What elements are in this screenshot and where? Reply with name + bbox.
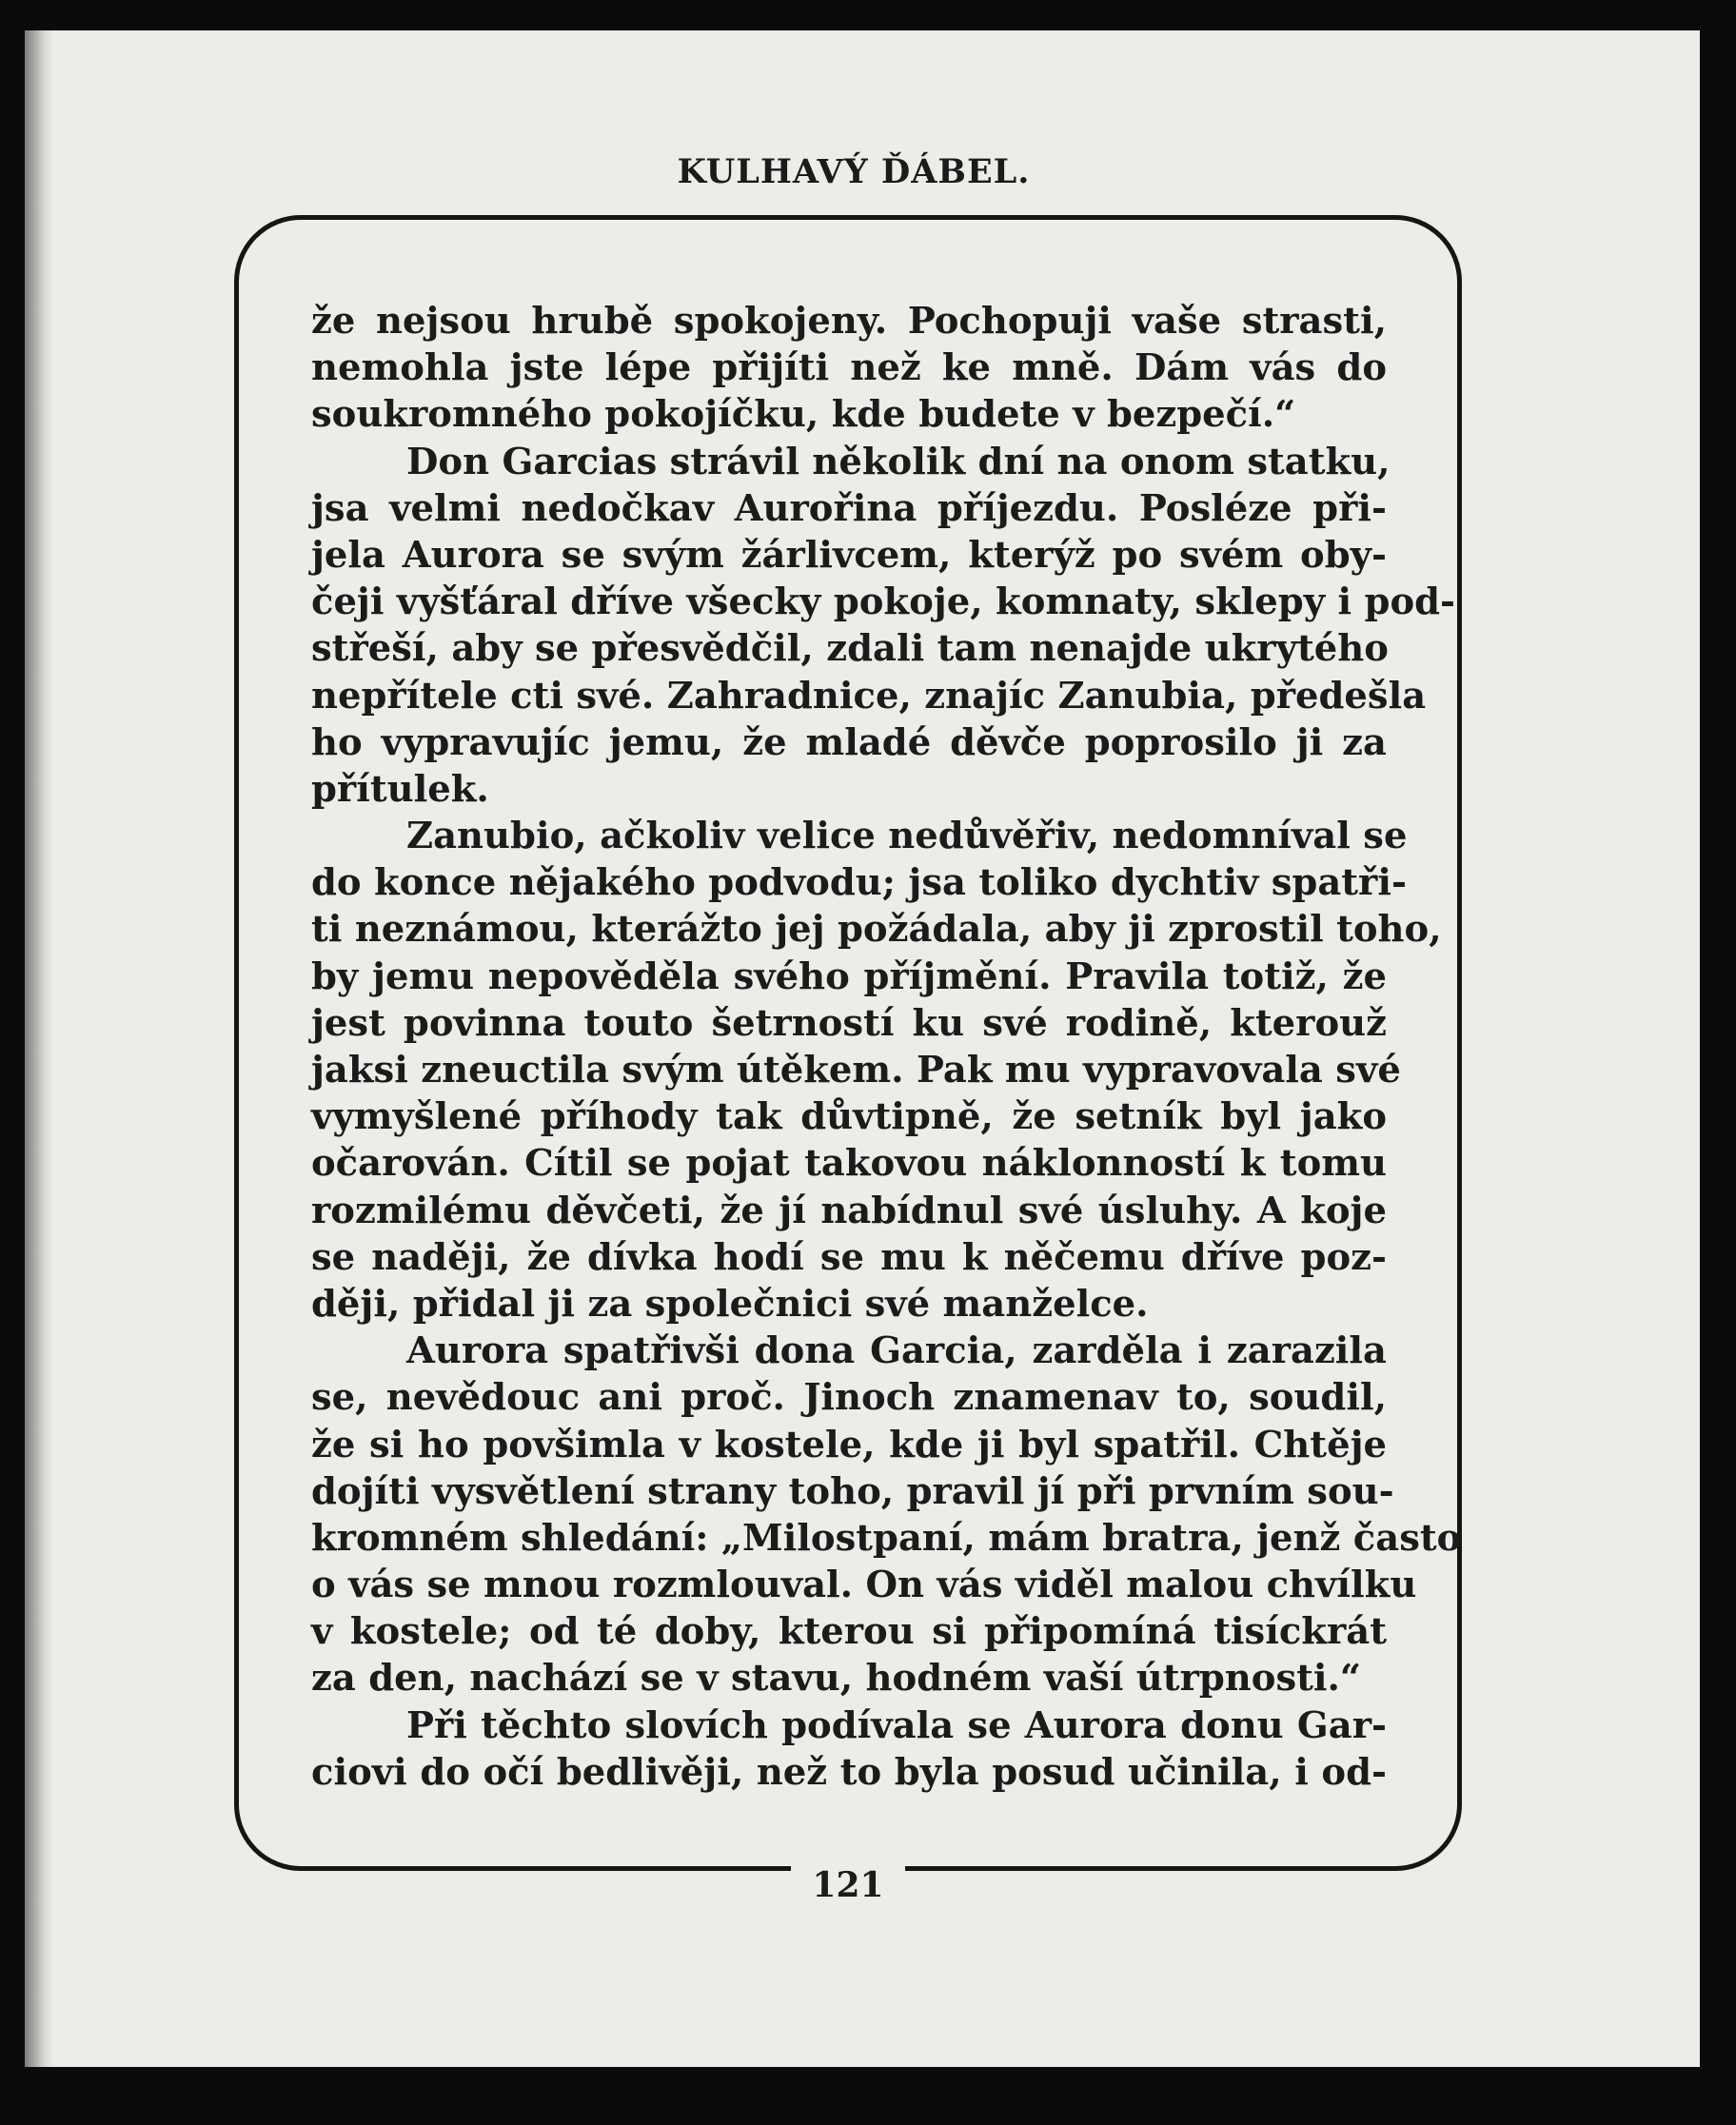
text-line: jsa velmi nedočkav Aurořina příjezdu. Posléze při-: [311, 486, 1387, 530]
text-line: očarován. Cítil se pojat takovou náklonností k tomu: [311, 1142, 1387, 1186]
text-line: se naději, že dívka hodí se mu k něčemu dříve poz-: [311, 1235, 1387, 1279]
text-line: soukromného pokojíčku, kde budete v bezpečí.“: [311, 393, 1296, 437]
text-line: Aurora spatřivši dona Garcia, zarděla i zarazila: [406, 1329, 1387, 1373]
body-text: [311, 298, 1462, 1796]
page-number: 121: [791, 1865, 904, 1905]
text-line: kromném shledání: „Milostpaní, mám bratra, jenž často: [311, 1516, 1462, 1560]
text-line: Zanubio, ačkoliv velice nedůvěřiv, nedomníval se: [406, 815, 1408, 858]
text-line: vymyšlené příhody tak důvtipně, že setník byl jako: [311, 1095, 1387, 1139]
text-line: nepřítele cti své. Zahradnice, znajíc Zanubia, předešla: [311, 674, 1427, 718]
text-line: přítulek.: [311, 767, 489, 811]
text-line: dojíti vysvětlení strany toho, pravil jí při prvním sou-: [311, 1469, 1394, 1513]
text-line: Při těchto slovích podívala se Aurora donu Gar-: [406, 1703, 1387, 1747]
running-head: KULHAVÝ ĎÁBEL.: [677, 152, 1031, 191]
text-line: v kostele; od té doby, kterou si připomíná tisíckrát: [311, 1610, 1387, 1654]
text-line: se, nevědouc ani proč. Jinoch znamenav to, soudil,: [311, 1376, 1387, 1420]
text-line: střeší, aby se přesvědčil, zdali tam nenajde ukrytého: [311, 627, 1389, 671]
text-line: by jemu nepověděla svého příjmění. Pravila totiž, že: [311, 954, 1387, 998]
text-line: jaksi zneuctila svým útěkem. Pak mu vypravovala své: [311, 1049, 1401, 1092]
text-line: ciovi do očí bedlivěji, než to byla posud učinila, i od-: [311, 1750, 1387, 1794]
text-line: jest povinna touto šetrností ku své rodině, kterouž: [311, 1001, 1387, 1045]
text-line: ti neznámou, kterážto jej požádala, aby ji zprostil toho,: [311, 908, 1442, 952]
text-line: jela Aurora se svým žárlivcem, kterýž po svém oby-: [311, 533, 1387, 577]
text-line: ději, přidal ji za společnici své manželce.: [311, 1282, 1149, 1326]
text-line: čeji vyšťáral dříve všecky pokoje, komnaty, sklepy i pod-: [311, 580, 1456, 624]
text-line: do konce nějakého podvodu; jsa toliko dychtiv spatři-: [311, 861, 1407, 905]
text-line: o vás se mnou rozmlouval. On vás viděl malou chvílku: [311, 1564, 1417, 1607]
page-gutter-shadow: [25, 30, 53, 2067]
text-line: že nejsou hrubě spokojeny. Pochopuji vaše strasti,: [311, 300, 1387, 343]
text-line: ho vypravujíc jemu, že mladé děvče poprosilo ji za: [311, 720, 1387, 764]
text-line: rozmilému děvčeti, že jí nabídnul své úsluhy. A koje: [311, 1189, 1387, 1232]
text-line: že si ho povšimla v kostele, kde ji byl spatřil. Chtěje: [311, 1423, 1387, 1466]
text-line: za den, nachází se v stavu, hodném vaší útrpnosti.“: [311, 1657, 1362, 1701]
page-footer: [234, 1865, 1462, 1903]
text-line: nemohla jste lépe přijíti než ke mně. Dám vás do: [311, 346, 1387, 390]
text-line: Don Garcias strávil několik dní na onom statku,: [406, 440, 1391, 483]
